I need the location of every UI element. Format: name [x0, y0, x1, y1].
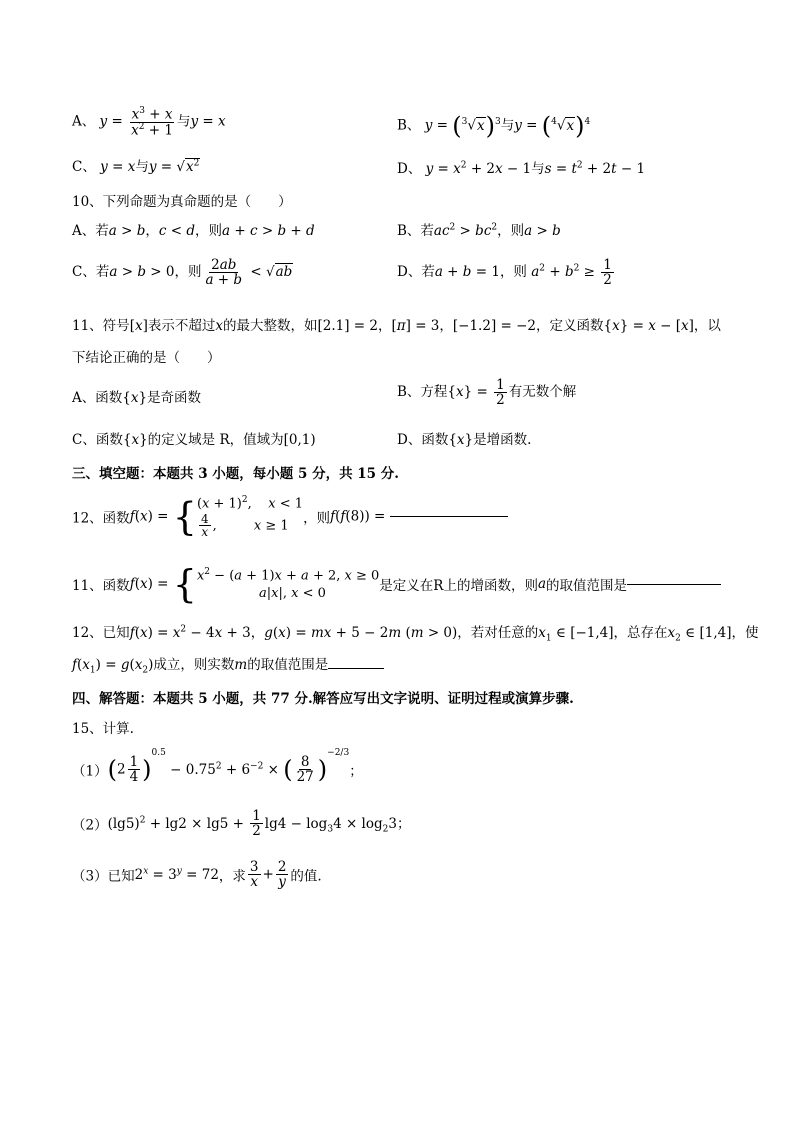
q10-option-d: D、若a + b = 1，则 $a^2 + b^2$ ≥ $\frac{1}{2}$: [397, 257, 612, 289]
q10-option-b: B、若$ac^2 > bc^2$，则a > b: [397, 222, 561, 239]
q9-option-c: C、 y = x与$y = √x^2$: [72, 158, 200, 175]
q12-functions-line2: $f(x_1) = g(x_2)$成立，则实数m的取值范围是: [72, 653, 384, 676]
q11-stem: 11、符号[x]表示不超过x的最大整数，如[2.1] = 2，[π] = 3，[−1.2] = −2，定义函数{x} = x − [x]，以: [72, 318, 721, 334]
q11-piecewise: 11、函数$f(x) = \{x^2 - (a + 1)x + a + 2$, x ≥ 0 a|x|, x < 0 是定义在R上的增函数，则a的取值范围是: [72, 565, 721, 603]
q11-option-d: D、函数{x}是增函数.: [397, 432, 532, 448]
q11-stem-line2: 下结论正确的是（ ）: [72, 350, 221, 366]
q9-option-d: D、 $y = x^2 + 2x - 1$与$s = t^2 + 2t - 1$: [397, 160, 646, 177]
q10-option-c: C、若a > b > 0，则 $\frac{2ab}{a + b}$ < √ab: [72, 257, 293, 289]
q11-option-a: A、函数{x}是奇函数: [72, 390, 202, 406]
q15-stem: 15、计算.: [72, 721, 134, 737]
q11-option-b: B、方程{x} = $\frac{1}{2}$ 有无数个解: [397, 377, 577, 409]
q10-stem: 10、下列命题为真命题的是（ ）: [72, 194, 292, 210]
q12-functions: 12、已知$f(x) = x^2 - 4x + 3$，g(x) = mx + 5 − 2m (m > 0)，若对任意的$x_1$ ∈ [−1,4]，总存在$x_2$ ∈ [1,4]，使: [72, 624, 759, 644]
q12-piecewise: 12、函数$f(x) = \{(x + 1)^2$, x < 1 $\frac{4}{x}$ , x ≥ 1，则f(f(8)) =: [72, 494, 508, 539]
q15-part-2: $(2)(\lg 5)^2 + \lg 2 \times \lg 5$ + $\frac{1}{2}$ $\lg 4 - \log_34 \times \log_23$；: [72, 808, 411, 840]
section-4-title: 四、解答题：本题共 5 小题，共 77 分.解答应写出文字说明、证明过程或演算步骤.: [72, 691, 574, 707]
q15-part-1: （1）(2 $\frac{1}{4}$ )$^{0.5} - 0.75^2 + 6^{-2}$ × ( $\frac{8}{27}$ )$^{-2/3}$；: [72, 748, 363, 785]
q10-option-a: A、若a > b，c < d，则a + c > b + d: [72, 223, 315, 239]
section-3-title: 三、填空题：本题共 3 小题，每小题 5 分，共 15 分.: [72, 466, 399, 482]
q15-part-3: （3）已知$2^x = 3^y = 72$，求 $\frac{3}{x}$ + $\frac{2}{y}$ 的值.: [72, 859, 322, 891]
q9-option-b: B、 $y = (^3√x)^3$与$y = (^4√x)^4$: [397, 112, 591, 140]
q9-option-a: A、 y = $\frac{x^3 + x}{x^2 + 1}$ 与y = x: [72, 106, 226, 139]
q11-option-c: C、函数{x}的定义域是 R，值域为[0,1): [72, 432, 316, 448]
